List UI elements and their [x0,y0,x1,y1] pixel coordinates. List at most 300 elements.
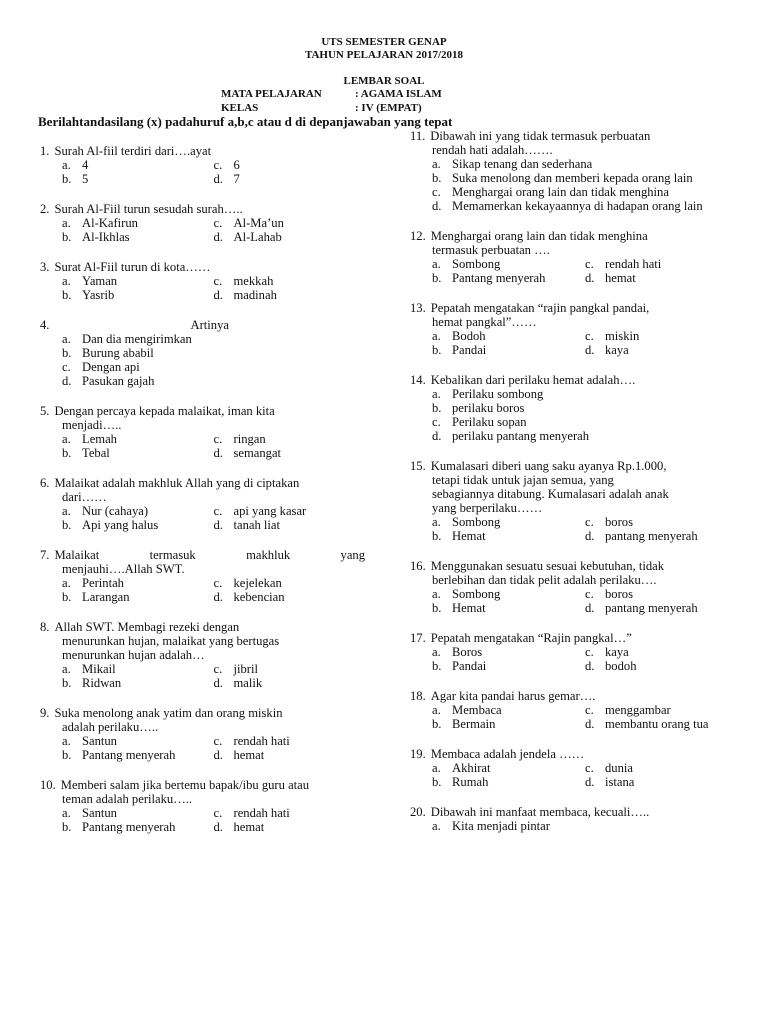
option-text: pantang menyerah [605,601,698,615]
option-letter: c. [432,185,441,199]
option-row [432,429,738,443]
subject-value: : AGAMA ISLAM [355,88,442,100]
option-text: Al-Ma’un [233,216,284,230]
question-text: Suka menolong anak yatim dan orang miskin [54,706,283,720]
option [62,734,214,748]
option-text: rendah hati [605,257,662,271]
question-number: 11. [410,129,426,143]
question-number: 17. [410,631,426,645]
option-row [62,158,365,172]
option-letter: c. [213,734,223,748]
option-text: Menghargai orang lain dan tidak menghina [452,185,669,199]
option-text: Pantang menyerah [82,820,176,834]
question [410,747,738,789]
option-letter: b. [432,529,442,543]
option-text: Nur (cahaya) [82,504,149,518]
question-number: 1. [40,144,50,158]
option-letter: c. [585,257,594,271]
option [62,230,214,244]
option-letter: c. [585,645,594,659]
option-text: Rumah [452,775,489,789]
option-text: membantu orang tua [605,717,709,731]
option-text: kaya [605,343,629,357]
option-text: Al-Kafirun [82,216,138,230]
option-row [62,216,365,230]
question-line [40,202,365,216]
question-line [410,689,738,703]
exam-meta [221,87,442,115]
option-row [432,601,738,615]
option-text: Pandai [452,659,487,673]
question [410,373,738,443]
option-letter: c. [213,274,223,288]
option [585,703,738,717]
options [40,274,365,302]
option-row [432,587,738,601]
option [214,576,366,590]
option-row [62,332,365,346]
option-letter: c. [213,158,223,172]
option-text: Larangan [82,590,130,604]
question-number: 6. [40,476,50,490]
question-line [40,318,365,332]
option [585,645,738,659]
option-text: madinah [233,288,277,302]
option-text: rendah hati [233,806,290,820]
option [62,820,214,834]
question-number: 12. [410,229,426,243]
option-row [432,199,738,213]
option-letter: d. [432,199,442,213]
option-text: Sombong [452,515,501,529]
option-text: rendah hati [233,734,290,748]
question [40,620,365,690]
option-letter: d. [432,429,442,443]
option [62,158,214,172]
question-text-continued: sebagiannya ditabung. Kumalasari adalah anak [432,487,669,501]
option-text: Akhirat [452,761,491,775]
option-text: Pantang menyerah [82,748,176,762]
option [62,274,214,288]
question-number: 9. [40,706,50,720]
option [62,360,362,374]
option-text: 4 [82,158,89,172]
header-sheet: LEMBAR SOAL [343,75,425,87]
question [40,778,365,834]
option-row [62,748,365,762]
question-line [410,129,738,143]
question [40,144,365,186]
option-text: bodoh [605,659,637,673]
question-text: Malaikat termasuk makhluk yang [54,548,365,562]
option-text: Pandai [452,343,487,357]
option [432,257,585,271]
option-text: Dan dia mengirimkan [82,332,192,346]
option [432,515,585,529]
option [585,775,738,789]
option-letter: b. [432,659,442,673]
question-text: Dibawah ini yang tidak termasuk perbuatan [430,129,651,143]
option [432,343,585,357]
option-letter: a. [62,734,71,748]
option-letter: d. [585,659,595,673]
option-letter: d. [585,717,595,731]
option [432,761,585,775]
question [410,129,738,213]
question-number: 20. [410,805,426,819]
option [432,415,732,429]
option-letter: c. [213,806,223,820]
question-text: Menghargai orang lain dan tidak menghina [430,229,648,243]
option-text: Api yang halus [82,518,159,532]
option-text: boros [605,515,633,529]
option-row [62,274,365,288]
option-text: Santun [82,806,117,820]
option-row [62,518,365,532]
option-text: Suka menolong dan memberi kepada orang lain [452,171,693,185]
question-text-continued: menjadi….. [62,418,122,432]
option-text: dunia [605,761,633,775]
option-letter: b. [62,748,72,762]
question-number: 15. [410,459,426,473]
option [432,199,732,213]
option-letter: b. [432,343,442,357]
option-text: Bermain [452,717,496,731]
option [432,775,585,789]
question-line [410,301,738,315]
option-letter: d. [585,775,595,789]
option-row [432,717,738,731]
option-text: Lemah [82,432,117,446]
option [62,172,214,186]
option-letter: a. [432,387,441,401]
option-letter: d. [62,374,72,388]
question-number: 13. [410,301,426,315]
question-line [40,706,365,720]
option-text: boros [605,587,633,601]
option-letter: b. [62,288,72,302]
options [410,257,738,285]
question-line [410,559,738,573]
option [214,158,366,172]
option [214,172,366,186]
question-number: 2. [40,202,50,216]
question-text: Memberi salam jika bertemu bapak/ibu guru atau [60,778,310,792]
option-row [432,401,738,415]
question-text-continued: menurunkan hujan adalah… [62,648,205,662]
question-text-continued: yang berperilaku…… [432,501,543,515]
option [214,662,366,676]
option [585,761,738,775]
option-letter: a. [62,806,71,820]
option-letter: a. [432,645,441,659]
question-line [40,260,365,274]
option-letter: d. [213,518,223,532]
option-letter: a. [62,274,71,288]
option-letter: b. [62,676,72,690]
option-letter: c. [213,504,223,518]
option-text: Mikail [82,662,116,676]
option-letter: a. [432,329,441,343]
option-letter: b. [432,401,442,415]
question-text: Surah Al-Fiil turun sesudah surah….. [54,202,243,216]
question-text: Kebalikan dari perilaku hemat adalah…. [430,373,636,387]
option [432,601,585,615]
option-letter: a. [62,332,71,346]
option [432,401,732,415]
option-letter: b. [62,518,72,532]
option-letter: a. [62,504,71,518]
right-column [410,129,738,849]
option-row [62,360,365,374]
subject-label: MATA PELAJARAN [221,88,322,100]
option [432,703,585,717]
option-letter: c. [585,515,594,529]
option-letter: a. [62,662,71,676]
option [62,662,214,676]
question-number: 3. [40,260,50,274]
option-text: Membaca [452,703,502,717]
option-row [62,676,365,690]
option-letter: a. [432,819,441,833]
option-text: Bodoh [452,329,486,343]
option-row [62,734,365,748]
option-letter: b. [62,590,72,604]
option-row [432,387,738,401]
option-letter: d. [585,529,595,543]
question-number: 14. [410,373,426,387]
option [585,329,738,343]
option-letter: c. [432,415,441,429]
option [432,529,585,543]
option [62,590,214,604]
question-text: Membaca adalah jendela …… [430,747,585,761]
question-text-continued: tetapi tidak untuk jajan semua, yang [432,473,614,487]
option [214,518,366,532]
option-letter: c. [213,576,223,590]
option-text: hemat [233,820,265,834]
question [40,548,365,604]
option-text: hemat [605,271,636,285]
options [410,587,738,615]
option-text: kaya [605,645,629,659]
option [432,819,732,833]
option [214,230,366,244]
option-text: kejelekan [233,576,282,590]
option-row [432,329,738,343]
question-text: Dengan percaya kepada malaikat, iman kita [54,404,275,418]
question-number: 8. [40,620,50,634]
question-text: Malaikat adalah makhluk Allah yang di ciptakan [54,476,300,490]
option-letter: a. [432,703,441,717]
option-letter: d. [213,820,223,834]
option-letter: b. [432,775,442,789]
options [410,761,738,789]
question-number: 16. [410,559,426,573]
options [40,806,365,834]
header-year: TAHUN PELAJARAN 2017/2018 [304,49,464,61]
option [62,504,214,518]
option [62,446,214,460]
question-text-continued: menjauhi….Allah SWT. [62,562,185,576]
option-row [432,645,738,659]
option-text: Yasrib [82,288,115,302]
option-text: hemat [233,748,265,762]
options [40,734,365,762]
option [585,601,738,615]
option-row [62,576,365,590]
question-text: Artinya [190,318,229,332]
option-text: Sombong [452,257,501,271]
option [62,288,214,302]
option-letter: c. [585,329,594,343]
option-row [432,819,738,833]
option-row [432,761,738,775]
option-row [432,515,738,529]
option-text: ringan [233,432,266,446]
option-row [432,271,738,285]
question-line [40,476,365,490]
question-number: 10. [40,778,56,792]
options [410,387,738,443]
question-text: Menggunakan sesuatu sesuai kebutuhan, tidak [430,559,665,573]
option-letter: c. [585,703,594,717]
question-line [40,404,365,418]
question-text-continued: rendah hati adalah……. [432,143,553,157]
option-row [432,529,738,543]
class-value: : IV (EMPAT) [355,102,422,114]
option-letter: a. [62,432,71,446]
question-text: Pepatah mengatakan “Rajin pangkal…” [430,631,632,645]
options [410,819,738,833]
option [432,645,585,659]
question-text-continued: hemat pangkal”…… [432,315,537,329]
option-row [62,446,365,460]
options [40,216,365,244]
option-letter: b. [432,271,442,285]
question [410,559,738,615]
option-text: Dengan api [82,360,140,374]
options [410,645,738,673]
question-text: Agar kita pandai harus gemar…. [430,689,596,703]
option-row [62,346,365,360]
option [432,429,732,443]
option-row [432,415,738,429]
option-letter: a. [62,216,71,230]
option [62,576,214,590]
option-letter: a. [432,515,441,529]
question-line [410,805,738,819]
header-title: UTS SEMESTER GENAP [321,36,447,48]
option-letter: d. [213,676,223,690]
option-text: perilaku pantang menyerah [452,429,590,443]
option-text: kebencian [233,590,285,604]
option [214,432,366,446]
option-text: Sikap tenang dan sederhana [452,157,593,171]
question-line [410,373,738,387]
option-row [62,806,365,820]
question [40,202,365,244]
option-letter: b. [432,717,442,731]
option-text: Perilaku sopan [452,415,527,429]
option-letter: b. [432,601,442,615]
question [40,706,365,762]
option-letter: d. [213,230,223,244]
option [214,676,366,690]
options [410,157,738,213]
option-row [432,703,738,717]
option-text: 6 [233,158,240,172]
question-text-continued: dari…… [62,490,107,504]
option-row [62,432,365,446]
option-row [432,157,738,171]
option-letter: c. [585,587,594,601]
option-row [432,257,738,271]
option-text: Tebal [82,446,110,460]
option-letter: d. [585,343,595,357]
option-row [432,185,738,199]
option-row [62,172,365,186]
option-text: perilaku boros [452,401,525,415]
option-letter: a. [432,157,441,171]
option-text: api yang kasar [233,504,307,518]
option-letter: b. [62,172,72,186]
option-letter: b. [62,346,72,360]
option-text: Al-Ikhlas [82,230,130,244]
option-letter: b. [432,171,442,185]
option-text: Pasukan gajah [82,374,155,388]
question-text: Surat Al-Fiil turun di kota…… [54,260,211,274]
question-text-continued: menurunkan hujan, malaikat yang bertugas [62,634,280,648]
option [214,734,366,748]
options [410,703,738,731]
question-line [40,548,365,562]
option-letter: b. [62,230,72,244]
question-text: Allah SWT. Membagi rezeki dengan [54,620,240,634]
question [410,805,738,833]
options [40,332,365,388]
option [62,748,214,762]
question [410,689,738,731]
option [62,676,214,690]
option [432,659,585,673]
option [585,659,738,673]
option [62,346,362,360]
question-text-continued: teman adalah perilaku….. [62,792,193,806]
class-label: KELAS [221,102,259,114]
option-text: Santun [82,734,117,748]
option-row [432,171,738,185]
option-text: Yaman [82,274,118,288]
option-row [62,820,365,834]
option-letter: c. [213,432,223,446]
option-letter: a. [432,761,441,775]
option [432,171,732,185]
option-letter: c. [213,662,223,676]
option-text: jibril [233,662,258,676]
option-letter: a. [432,257,441,271]
option-text: pantang menyerah [605,529,698,543]
option [62,216,214,230]
option-text: Burung ababil [82,346,154,360]
option [432,387,732,401]
option [214,216,366,230]
question-number: 5. [40,404,50,418]
option-text: Perintah [82,576,124,590]
question-text: Surah Al-fiil terdiri dari….ayat [54,144,212,158]
options [40,504,365,532]
option-text: Kita menjadi pintar [452,819,550,833]
